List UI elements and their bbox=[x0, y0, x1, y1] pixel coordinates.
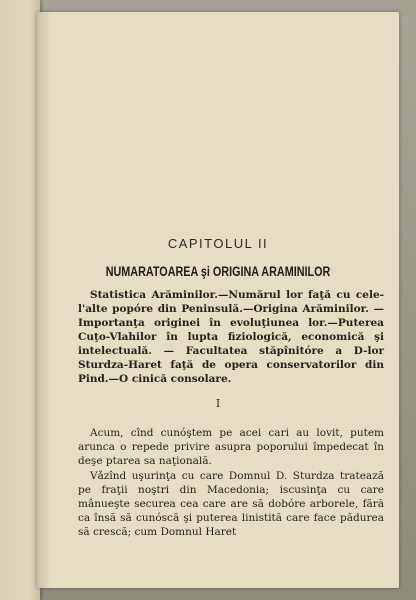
chapter-summary: Statistica Arăminilor.—Numărul lor faţă cu cele-l'alte popóre din Peninsulă.—Origina Arăminilor. —Importanţa originei în evoluţiunea lor.—Puterea Cuţo-Vlahilor în lupta fiziologică, economică şi intelectuală. — Facultatea stăpînitóre a D-lor Sturdza-Haret faţă de opera conservatorilor din Pind.—O cinică consolare. bbox=[78, 289, 384, 385]
chapter-heading: CAPITOLUL II bbox=[167, 236, 269, 251]
body-paragraph: Vǎzînd uşurinţa cu care Domnul D. Sturdza tratează pe fraţii noştri din Macedonia; iscusinţa cu care mânueşte securea cea care are să dobóre arborele, fără ca însă să cunóscă şi puterea linistită care face pădurea să crescă; cum Domnul Haret bbox=[78, 470, 384, 538]
chapter-title: NUMARATOAREA şi ORIGINA ARAMINILOR bbox=[105, 264, 331, 279]
previous-page-edge bbox=[0, 0, 40, 600]
section-number: I bbox=[215, 397, 221, 410]
body-paragraph: Acum, cînd cunóştem pe acei cari au lovit, putem arunca o repede privire asupra poporului împedecat în deşe ptarea sa naţională. bbox=[78, 427, 384, 467]
book-page bbox=[37, 12, 399, 588]
